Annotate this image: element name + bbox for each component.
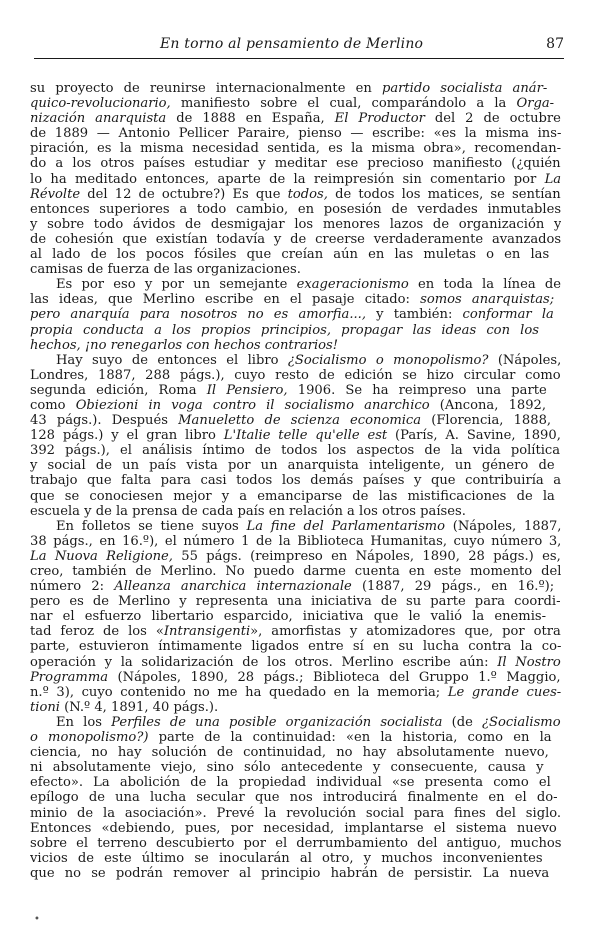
- text-run: camisas de fuerza de las organizaciones.: [30, 262, 301, 278]
- text-line: [30, 338, 561, 353]
- text-run: En folletos se tiene suyos: [56, 518, 247, 534]
- italic-text: La Nuova Religione,: [30, 548, 173, 564]
- text-run: 1906. Se ha reimpreso una parte: [287, 382, 547, 398]
- text-line: [30, 655, 561, 670]
- text-line: [30, 775, 561, 790]
- text-run: escuela y de la prensa de cada país en relación a los otros países.: [30, 503, 466, 519]
- text-line: [30, 126, 561, 141]
- text-line: [30, 458, 561, 473]
- italic-text: Obiezioni in voga contro il socialismo anarchico: [75, 397, 430, 413]
- italic-text: Révolte: [30, 186, 81, 202]
- text-line: [30, 368, 561, 383]
- text-line: [30, 806, 561, 821]
- text-line: [30, 836, 561, 851]
- italic-text: Il Nostro: [497, 654, 561, 670]
- text-line: [30, 624, 561, 639]
- italic-text: todos,: [287, 186, 328, 202]
- text-run: de cohesión que existían todavía y de creerse verdaderamente avanzados: [30, 231, 561, 247]
- text-line: [30, 277, 561, 292]
- text-line: [30, 156, 561, 171]
- text-run: de 1888 en España,: [166, 111, 335, 127]
- italic-text: tioni: [30, 699, 60, 715]
- text-line: [30, 383, 561, 398]
- text-run: segunda edición, Roma: [30, 382, 207, 398]
- text-run: lo ha meditado entonces, aparte de la reimpresión sin comentario por: [30, 171, 545, 187]
- italic-text: Le grande cues-: [447, 684, 561, 700]
- text-line: [30, 187, 561, 202]
- text-run: (París, A. Savine, 1890,: [387, 428, 561, 444]
- italic-text: Alleanza anarchica internazionale: [114, 579, 352, 595]
- italic-text: partido socialista anár-: [381, 81, 548, 96]
- text-line: [30, 473, 561, 488]
- text-run: de todos los matices, se sentían: [327, 186, 561, 202]
- italic-text: La: [544, 171, 561, 187]
- text-line: [30, 549, 561, 564]
- italic-text: ¿Socialismo o monopolismo?: [287, 352, 489, 368]
- italic-text: ¿Socialismo: [482, 714, 561, 730]
- text-run: (Nápoles, 1887,: [444, 518, 561, 534]
- text-run: pero es de Merlino y representa una iniciativa de su parte para coordi-: [30, 594, 561, 610]
- text-line: [30, 292, 561, 307]
- text-line: [30, 353, 561, 368]
- text-run: (Nápoles, 1890, 28 págs.; Biblioteca del Gruppo 1.º Maggio,: [108, 669, 561, 685]
- text-line: [30, 323, 561, 338]
- italic-text: hechos, ¡no renegarlos con hechos contrarios!: [30, 337, 339, 353]
- text-line: [30, 141, 561, 156]
- text-run: n.º 3), cuyo contenido no me ha quedado en la memoria;: [30, 684, 448, 700]
- text-run: minio de la asociación». Prevé la revolución social para fines del siglo.: [30, 805, 561, 821]
- italic-text: pero anarquía para nosotros no es amorfia...,: [30, 307, 366, 323]
- text-line: [30, 564, 561, 579]
- text-run: (1887, 29 págs., en 16.º);: [351, 579, 555, 595]
- text-run: como: [30, 397, 76, 413]
- text-run: (Nápoles,: [488, 352, 561, 368]
- italic-text: exageracionismo: [296, 277, 409, 293]
- text-run: », amorfistas y atomizadores que, por otra: [250, 624, 561, 640]
- italic-text: somos anarquistas;: [420, 292, 555, 308]
- text-line: [30, 247, 561, 262]
- body-text: [30, 81, 561, 881]
- text-line: [30, 111, 561, 126]
- text-line: [30, 96, 561, 111]
- text-run: do a los otros países estudiar y meditar ese precioso manifiesto (¿quién: [30, 156, 561, 172]
- italic-text: Programma: [30, 669, 109, 685]
- text-line: [30, 232, 561, 247]
- text-line: [30, 519, 561, 534]
- text-run: sobre el terreno descubierto por el derrumbamiento del antiguo, muchos: [30, 835, 561, 851]
- text-run: que no se podrán remover al principio habrán de persistir. La nueva: [30, 865, 550, 881]
- text-line: [30, 715, 561, 730]
- text-line: [30, 685, 561, 700]
- text-run: del 2 de octubre: [424, 111, 561, 127]
- text-line: [30, 489, 561, 504]
- text-line: [30, 428, 561, 443]
- italic-text: Intransigenti: [163, 624, 251, 640]
- text-run: número 2:: [30, 579, 115, 595]
- text-run: en toda la línea de: [408, 277, 561, 293]
- italic-text: nización anarquista: [30, 111, 167, 127]
- text-line: [30, 504, 561, 519]
- italic-text: o monopolismo?): [30, 730, 149, 746]
- italic-text: Perfiles de una posible organización socialista: [111, 714, 443, 730]
- text-run: y social de un país vista por un anarquista inteligente, un género de: [30, 458, 555, 474]
- text-run: nar el esfuerzo libertario esparcido, iniciativa que le valió la enemis-: [30, 609, 547, 625]
- text-run: tad feroz de los «: [30, 624, 164, 640]
- text-run: manifiesto sobre el cual, comparándolo a la: [170, 96, 517, 112]
- text-run: creo, también de Merlino. No puedo darme cuenta en este momento del: [30, 564, 561, 579]
- text-run: de 1889 — Antonio Pellicer Paraire, pienso — escribe: «es la misma ins-: [30, 126, 561, 142]
- text-line: [30, 81, 561, 96]
- text-line: [30, 609, 561, 624]
- text-run: las ideas, que Merlino escribe en el pasaje citado:: [30, 292, 421, 308]
- text-line: [30, 413, 561, 428]
- text-run: Entonces «debiendo, pues, por necesidad, implantarse el sistema nuevo: [30, 820, 557, 836]
- text-line: [30, 443, 561, 458]
- italic-text: propia conducta a los propios principios, propagar las ideas con los: [30, 322, 539, 338]
- text-run: (de: [442, 714, 482, 730]
- text-line: [30, 262, 561, 277]
- text-run: operación y la solidarización de los otros. Merlino escribe aún:: [30, 654, 498, 670]
- text-run: (Ancona, 1892,: [429, 397, 547, 413]
- text-run: parte de la continuidad: «en la historia, como en la: [148, 730, 552, 746]
- text-run: entonces superiores a todo cambio, en posesión de verdades inmutables: [30, 201, 561, 217]
- text-line: [30, 745, 561, 760]
- text-run: Es por eso y por un semejante: [56, 277, 297, 293]
- text-line: [30, 594, 561, 609]
- text-run: En los: [56, 714, 112, 730]
- text-run: 128 págs.) y el gran libro: [30, 428, 224, 444]
- italic-text: Manueletto de scienza economica: [178, 413, 422, 429]
- text-run: (Florencia, 1888,: [421, 413, 552, 429]
- text-run: y sobre todo ávidos de desmigajar los menores lazos de organización y: [30, 216, 561, 232]
- italic-text: quico-revolucionario,: [30, 96, 171, 112]
- text-run: al lado de los pocos fósiles que creían aún en las muletas o en las: [30, 247, 550, 263]
- text-run: Hay suyo de entonces el libro: [56, 352, 288, 368]
- text-run: su proyecto de reunirse internacionalmente en: [30, 81, 382, 96]
- italic-text: El Productor: [334, 111, 425, 127]
- running-header: [34, 34, 564, 59]
- text-line: [30, 821, 561, 836]
- text-run: 392 págs.), el análisis íntimo de todos los aspectos de la vida política: [30, 443, 561, 459]
- text-line: [30, 790, 561, 805]
- text-line: [30, 670, 561, 685]
- text-run: vicios de este último se inocularán al otro, y muchos inconvenientes: [30, 850, 543, 866]
- text-run: Londres, 1887, 288 págs.), cuyo resto de edición se hizo circular como: [30, 367, 561, 383]
- text-run: 38 págs., en 16.º), el número 1 de la Biblioteca Humanitas, cuyo número 3,: [30, 533, 561, 549]
- italic-text: L'Italie telle qu'elle est: [223, 428, 388, 444]
- text-run: ciencia, no hay solución de continuidad, no hay absolutamente nuevo,: [30, 745, 549, 761]
- italic-text: Orga-: [516, 96, 555, 112]
- text-run: ni absolutamente viejo, sino sólo antecedente y consecuente, causa y: [30, 760, 544, 776]
- text-run: (N.º 4, 1891, 40 págs.).: [59, 699, 219, 715]
- text-line: [30, 172, 561, 187]
- text-line: [30, 579, 561, 594]
- text-line: [30, 730, 561, 745]
- text-line: [30, 639, 561, 654]
- running-header-title: En torno al pensamiento de Merlino: [160, 36, 424, 52]
- text-run: parte, estuvieron íntimamente ligados entre sí en su lucha contra la co-: [30, 639, 561, 655]
- text-line: [30, 866, 561, 881]
- text-run: 43 págs.). Después: [30, 413, 179, 429]
- text-run: que se conociesen mejor y a emanciparse de las mistificaciones de la: [30, 488, 555, 504]
- italic-text: conformar la: [462, 307, 554, 323]
- text-line: [30, 398, 561, 413]
- text-run: piración, es la misma necesidad sentida, es la misma obra», recomendan-: [30, 141, 561, 157]
- text-run: trabajo que falta para casi todos los demás países y que contribuiría a: [30, 473, 561, 489]
- text-line: [30, 700, 561, 715]
- text-line: [30, 851, 561, 866]
- italic-text: Il Pensiero,: [206, 382, 288, 398]
- text-line: [30, 534, 561, 549]
- text-line: [30, 760, 561, 775]
- text-run: efecto». La abolición de la propiedad individual «se presenta como el: [30, 775, 551, 791]
- page-number: 87: [546, 36, 564, 52]
- italic-text: La fine del Parlamentarismo: [246, 518, 445, 534]
- text-run: epílogo de una lucha secular que nos introducirá finalmente en el do-: [30, 790, 558, 806]
- text-run: 55 págs. (reimpreso en Nápoles, 1890, 28 págs.) es,: [172, 548, 561, 564]
- printing-speck: •: [34, 914, 40, 925]
- text-run: y también:: [366, 307, 463, 323]
- text-line: [30, 202, 561, 217]
- text-run: del 12 de octubre?) Es que: [80, 186, 288, 202]
- text-line: [30, 217, 561, 232]
- text-line: [30, 307, 561, 322]
